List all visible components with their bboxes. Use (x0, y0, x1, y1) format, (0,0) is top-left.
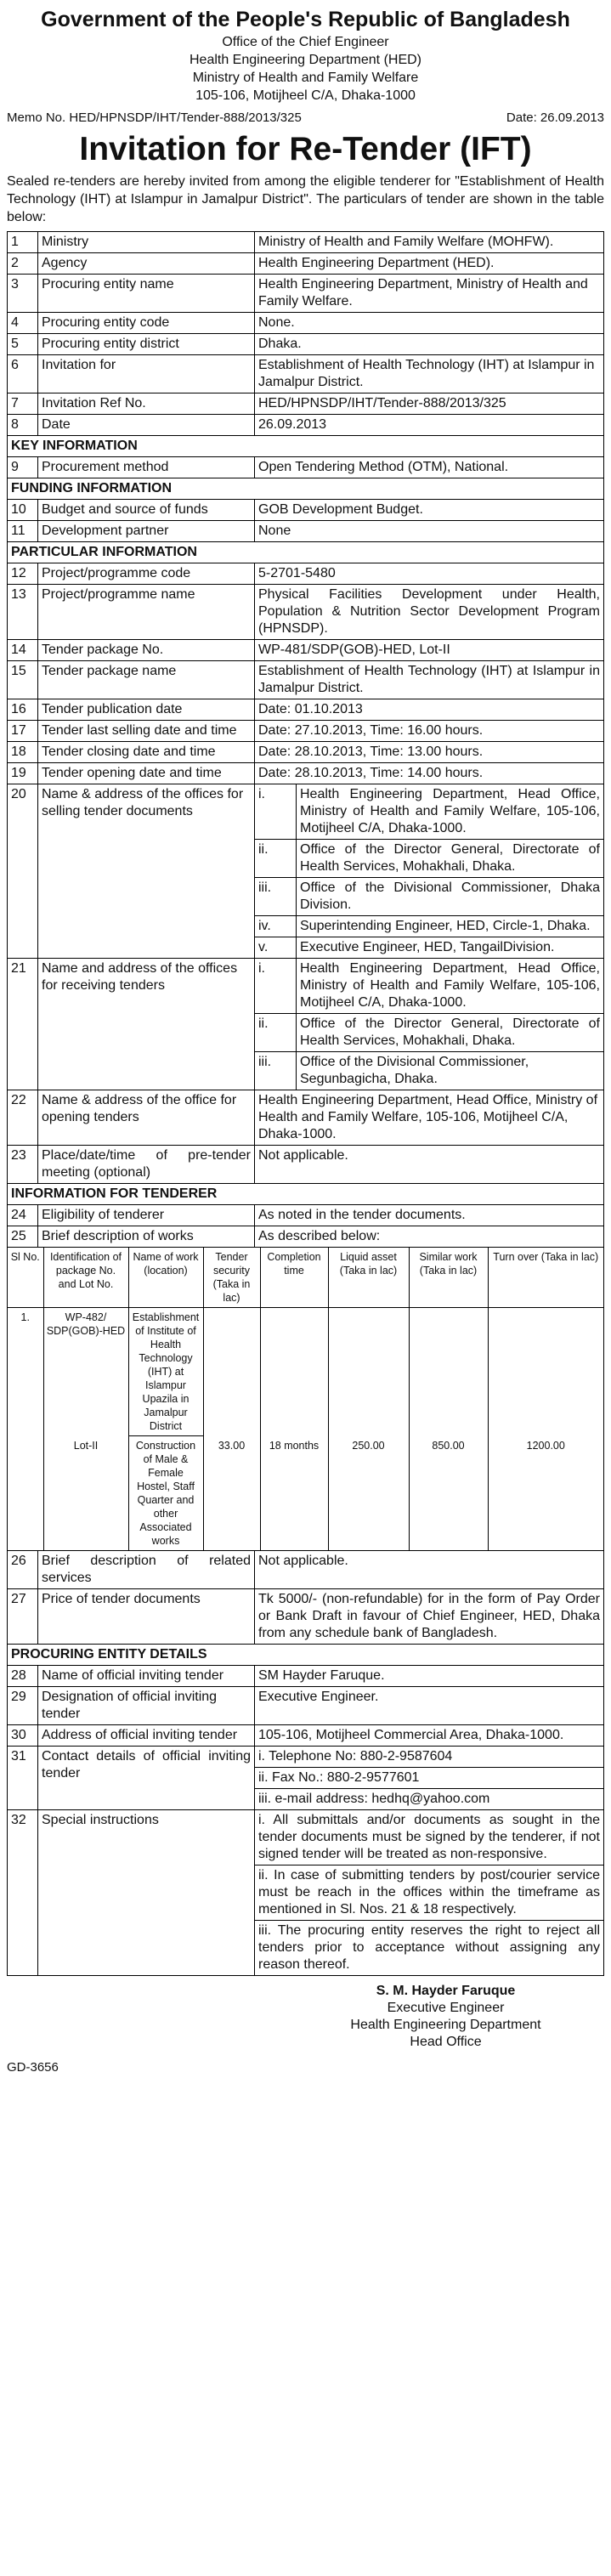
row-label: Invitation Ref No. (38, 393, 255, 415)
item-text: Office of the Divisional Commissioner, Dhaka Division. (297, 878, 604, 916)
list-item (255, 1014, 603, 1052)
tender-security: 33.00 (203, 1436, 260, 1551)
office-address: 105-106, Motijheel C/A, Dhaka-1000 (195, 88, 416, 103)
list-item (255, 1768, 603, 1789)
row-label: Procuring entity code (38, 313, 255, 334)
section-key-information: KEY INFORMATION (8, 436, 604, 457)
table-row (8, 640, 604, 661)
column-header: Completion time (260, 1248, 328, 1308)
column-header: Tender security (Taka in lac) (203, 1248, 260, 1308)
row-number: 32 (8, 1810, 38, 1976)
page-title: Invitation for Re-Tender (IFT) (79, 131, 532, 167)
row-number: 8 (8, 415, 38, 436)
table-row (8, 784, 604, 959)
item-number: iii. (255, 878, 297, 916)
row-label: Procurement method (38, 457, 255, 478)
row-label: Invitation for (38, 355, 255, 393)
row-number: 25 (8, 1226, 38, 1248)
office-name: Office of the Chief Engineer (222, 35, 389, 49)
memo-line (7, 110, 604, 127)
table-row (8, 393, 604, 415)
row-value: Establishment of Health Technology (IHT) at Islampur in Jamalpur District. (255, 661, 604, 699)
row-number: 19 (8, 763, 38, 784)
row-number: 12 (8, 563, 38, 585)
section-procuring-entity-details: PROCURING ENTITY DETAILS (8, 1645, 604, 1666)
table-row (8, 585, 604, 640)
table-row (8, 1146, 604, 1184)
row-label: Development partner (38, 521, 255, 542)
row-number: 22 (8, 1090, 38, 1146)
lot-number: Lot-II (43, 1436, 128, 1551)
row-value: Open Tendering Method (OTM), National. (255, 457, 604, 478)
table-row (8, 232, 604, 253)
list-item (255, 1052, 603, 1090)
row-label: Brief description of works (38, 1226, 255, 1248)
list-item (255, 1865, 603, 1921)
section-heading (8, 1184, 604, 1205)
row-number: 20 (8, 784, 38, 959)
row-value: As noted in the tender documents. (255, 1205, 604, 1226)
row-number: 28 (8, 1666, 38, 1687)
row-number: 1 (8, 232, 38, 253)
section-particular-information: PARTICULAR INFORMATION (8, 542, 604, 563)
item-text: Health Engineering Department, Head Office, Ministry of Health and Family Welfare, 105-106, Motijheel C/A, Dhaka-1000. (297, 784, 604, 840)
list-item (255, 784, 603, 840)
row-number: 10 (8, 500, 38, 521)
row-number: 31 (8, 1747, 38, 1810)
table-row (8, 699, 604, 721)
row-number: 23 (8, 1146, 38, 1184)
list-item (255, 1747, 603, 1768)
item-number: iii. (255, 1052, 297, 1090)
row-label: Tender closing date and time (38, 742, 255, 763)
row-number: 14 (8, 640, 38, 661)
row-number: 24 (8, 1205, 38, 1226)
table-row (8, 763, 604, 784)
row-value: As described below: (255, 1226, 604, 1248)
table-row (8, 1666, 604, 1687)
table-row (8, 275, 604, 313)
empty-cell (488, 1308, 603, 1436)
row-number: 27 (8, 1589, 38, 1645)
work-name: Construction of Male & Female Hostel, Staff Quarter and other Associated works (128, 1436, 203, 1551)
row-number: 6 (8, 355, 38, 393)
section-heading (8, 542, 604, 563)
sl-number: 1. (8, 1308, 43, 1436)
work-name: Establishment of Institute of Health Technology (IHT) at Islampur Upazila in Jamalpur District (128, 1308, 203, 1436)
row-value: 5-2701-5480 (255, 563, 604, 585)
empty-cell (260, 1308, 328, 1436)
section-heading (8, 1645, 604, 1666)
table-row (8, 1589, 604, 1645)
receiving-offices-list (255, 959, 603, 1090)
row-value: Tk 5000/- (non-refundable) for in the form of Pay Order or Bank Draft in favour of Chief Engineer, HED, Dhaka from any schedule bank of Bangladesh. (255, 1589, 604, 1645)
table-row (8, 1090, 604, 1146)
row-value: None. (255, 313, 604, 334)
works-header-row (8, 1248, 603, 1308)
column-header: Sl No. (8, 1248, 43, 1308)
table-row (8, 1687, 604, 1725)
row-value: SM Hayder Faruque. (255, 1666, 604, 1687)
row-value: Dhaka. (255, 334, 604, 355)
table-row (8, 563, 604, 585)
item-number: ii. (255, 840, 297, 878)
signatory-name: S. M. Hayder Faruque (376, 1984, 516, 1998)
tender-notice (7, 0, 604, 2075)
row-label: Name & address of the office for opening tenders (38, 1090, 255, 1146)
column-header: Similar work (Taka in lac) (409, 1248, 488, 1308)
signatory-office: Head Office (410, 2035, 482, 2049)
column-header: Turn over (Taka in lac) (488, 1248, 603, 1308)
row-label: Ministry (38, 232, 255, 253)
row-number: 29 (8, 1687, 38, 1725)
list-item (255, 1921, 603, 1976)
item-number: ii. (255, 1014, 297, 1052)
telephone: i. Telephone No: 880-2-9587604 (255, 1747, 603, 1768)
table-row (8, 1725, 604, 1747)
contact-list (255, 1747, 603, 1809)
works-row (8, 1436, 603, 1551)
works-row (8, 1308, 603, 1436)
row-label: Name & address of the offices for selling tender documents (38, 784, 255, 959)
row-value: 26.09.2013 (255, 415, 604, 436)
row-number: 2 (8, 253, 38, 275)
list-item (255, 878, 603, 916)
section-heading (8, 436, 604, 457)
list-item (255, 959, 603, 1014)
row-value: Date: 28.10.2013, Time: 13.00 hours. (255, 742, 604, 763)
row-value (255, 1810, 604, 1976)
row-number: 15 (8, 661, 38, 699)
row-number: 18 (8, 742, 38, 763)
ministry-name: Ministry of Health and Family Welfare (192, 71, 419, 85)
section-funding-information: FUNDING INFORMATION (8, 478, 604, 500)
table-row (8, 253, 604, 275)
column-header: Name of work (location) (128, 1248, 203, 1308)
item-text: Superintending Engineer, HED, Circle-1, Dhaka. (297, 916, 604, 937)
row-value: Establishment of Health Technology (IHT) at Islampur in Jamalpur District. (255, 355, 604, 393)
row-value: Health Engineering Department, Ministry of Health and Family Welfare. (255, 275, 604, 313)
row-label: Agency (38, 253, 255, 275)
row-label: Project/programme code (38, 563, 255, 585)
row-label: Place/date/time of pre-tender meeting (optional) (38, 1146, 255, 1184)
item-text: Office of the Director General, Directorate of Health Services, Mohakhali, Dhaka. (297, 840, 604, 878)
signatory-designation: Executive Engineer (387, 2001, 505, 2015)
column-header: Liquid asset (Taka in lac) (328, 1248, 409, 1308)
row-label: Brief description of related services (38, 1551, 255, 1589)
instruction-text: iii. The procuring entity reserves the right to reject all tenders prior to acceptance without assigning any reason thereof. (258, 1923, 600, 1972)
empty-cell (203, 1308, 260, 1436)
table-row (8, 415, 604, 436)
row-value (255, 959, 604, 1090)
column-header: Identification of package No. and Lot No. (43, 1248, 128, 1308)
row-value: GOB Development Budget. (255, 500, 604, 521)
item-text: Executive Engineer, HED, TangailDivision. (300, 940, 555, 954)
selling-offices-list (255, 784, 603, 958)
row-label: Special instructions (38, 1810, 255, 1976)
row-label: Tender opening date and time (38, 763, 255, 784)
row-label: Tender package No. (38, 640, 255, 661)
row-label: Project/programme name (38, 585, 255, 640)
turnover: 1200.00 (488, 1436, 603, 1551)
table-row (8, 661, 604, 699)
row-label: Tender last selling date and time (38, 721, 255, 742)
item-number: iv. (255, 916, 297, 937)
row-number: 13 (8, 585, 38, 640)
table-row (8, 1551, 604, 1589)
item-number: i. (255, 959, 297, 1014)
row-label: Tender publication date (38, 699, 255, 721)
row-number: 7 (8, 393, 38, 415)
row-value: Physical Facilities Development under Health, Population & Nutrition Sector Development Program (HPNSDP). (255, 585, 604, 640)
list-item (255, 840, 603, 878)
instruction-text: i. All submittals and/or documents as sought in the tender documents must be signed by the tenderer, if not signed tender will be treated as non-responsive. (255, 1810, 603, 1865)
list-item (255, 916, 603, 937)
row-label: Date (38, 415, 255, 436)
row-label: Budget and source of funds (38, 500, 255, 521)
row-label: Procuring entity district (38, 334, 255, 355)
tender-table (7, 231, 604, 1976)
row-label: Price of tender documents (38, 1589, 255, 1645)
memo-number: Memo No. HED/HPNSDP/IHT/Tender-888/2013/325 (7, 110, 302, 125)
row-value: HED/HPNSDP/IHT/Tender-888/2013/325 (255, 393, 604, 415)
special-instructions-list (255, 1810, 603, 1975)
row-number: 17 (8, 721, 38, 742)
row-number: 4 (8, 313, 38, 334)
row-value: Not applicable. (255, 1551, 604, 1589)
row-value (255, 784, 604, 959)
empty-cell (409, 1308, 488, 1436)
row-label: Address of official inviting tender (38, 1725, 255, 1747)
package-id: WP-482/ SDP(GOB)-HED (43, 1308, 128, 1436)
row-number: 16 (8, 699, 38, 721)
row-label: Name and address of the offices for receiving tenders (38, 959, 255, 1090)
row-label: Contact details of official inviting tender (38, 1747, 255, 1810)
row-value: Ministry of Health and Family Welfare (MOHFW). (255, 232, 604, 253)
intro-paragraph: Sealed re-tenders are hereby invited from among the eligible tenderer for "Establishment of Health Technology (IHT) at Islampur in Jamalpur District". The particulars of tender are shown in the table below: (7, 174, 604, 224)
signature-block (287, 1983, 604, 2051)
signatory-department: Health Engineering Department (350, 2018, 541, 2032)
row-value: 105-106, Motijheel Commercial Area, Dhaka-1000. (255, 1725, 604, 1747)
similar-work: 850.00 (409, 1436, 488, 1551)
item-text: Office of the Divisional Commissioner, Segunbagicha, Dhaka. (300, 1055, 529, 1086)
item-text: Office of the Director General, Directorate of Health Services, Mohakhali, Dhaka. (297, 1014, 604, 1052)
list-item (255, 937, 603, 959)
row-number: 26 (8, 1551, 38, 1589)
row-label: Name of official inviting tender (38, 1666, 255, 1687)
liquid-asset: 250.00 (328, 1436, 409, 1551)
table-row (8, 1205, 604, 1226)
row-label: Eligibility of tenderer (38, 1205, 255, 1226)
memo-date: Date: 26.09.2013 (506, 110, 604, 125)
row-number: 9 (8, 457, 38, 478)
row-value: Date: 01.10.2013 (255, 699, 604, 721)
table-row (8, 355, 604, 393)
row-value: Health Engineering Department, Head Office, Ministry of Health and Family Welfare, 105-106, Motijheel C/A, Dhaka-1000. (255, 1090, 604, 1146)
row-value (255, 1747, 604, 1810)
row-label: Procuring entity name (38, 275, 255, 313)
row-value: WP-481/SDP(GOB)-HED, Lot-II (255, 640, 604, 661)
table-row (8, 959, 604, 1090)
row-value: Executive Engineer. (255, 1687, 604, 1725)
section-information-for-tenderer: INFORMATION FOR TENDERER (8, 1184, 604, 1205)
row-number: 3 (8, 275, 38, 313)
table-row (8, 742, 604, 763)
works-table-row (8, 1248, 604, 1551)
row-label: Tender package name (38, 661, 255, 699)
empty-cell (8, 1436, 43, 1551)
row-number: 11 (8, 521, 38, 542)
table-row (8, 313, 604, 334)
item-number: i. (255, 784, 297, 840)
row-value: Date: 28.10.2013, Time: 14.00 hours. (255, 763, 604, 784)
works-table-cell (8, 1248, 604, 1551)
row-value: None (255, 521, 604, 542)
table-row (8, 1226, 604, 1248)
government-title: Government of the People's Republic of Bangladesh (41, 8, 570, 31)
table-row (8, 521, 604, 542)
completion-time: 18 months (260, 1436, 328, 1551)
works-table (8, 1248, 603, 1550)
table-row (8, 457, 604, 478)
table-row (8, 1747, 604, 1810)
row-value: Health Engineering Department (HED). (255, 253, 604, 275)
empty-cell (328, 1308, 409, 1436)
table-row (8, 1810, 604, 1976)
footer-code: GD-3656 (7, 2060, 59, 2075)
item-number: v. (255, 937, 297, 959)
table-row (8, 334, 604, 355)
item-text: Health Engineering Department, Head Office, Ministry of Health and Family Welfare, 105-106, Motijheel C/A, Dhaka-1000. (297, 959, 604, 1014)
table-row (8, 721, 604, 742)
instruction-text: ii. In case of submitting tenders by post/courier service must be reach in the offices within the timeframe as mentioned in Sl. Nos. 21 & 18 respectively. (255, 1865, 603, 1921)
row-number: 5 (8, 334, 38, 355)
row-value: Not applicable. (255, 1146, 604, 1184)
table-row (8, 500, 604, 521)
row-number: 30 (8, 1725, 38, 1747)
row-value: Date: 27.10.2013, Time: 16.00 hours. (255, 721, 604, 742)
row-label: Designation of official inviting tender (38, 1687, 255, 1725)
row-number: 21 (8, 959, 38, 1090)
list-item (255, 1810, 603, 1865)
list-item (255, 1789, 603, 1810)
section-heading (8, 478, 604, 500)
email: iii. e-mail address: hedhq@yahoo.com (258, 1792, 490, 1806)
fax: ii. Fax No.: 880-2-9577601 (255, 1768, 603, 1789)
department-name: Health Engineering Department (HED) (189, 53, 421, 67)
